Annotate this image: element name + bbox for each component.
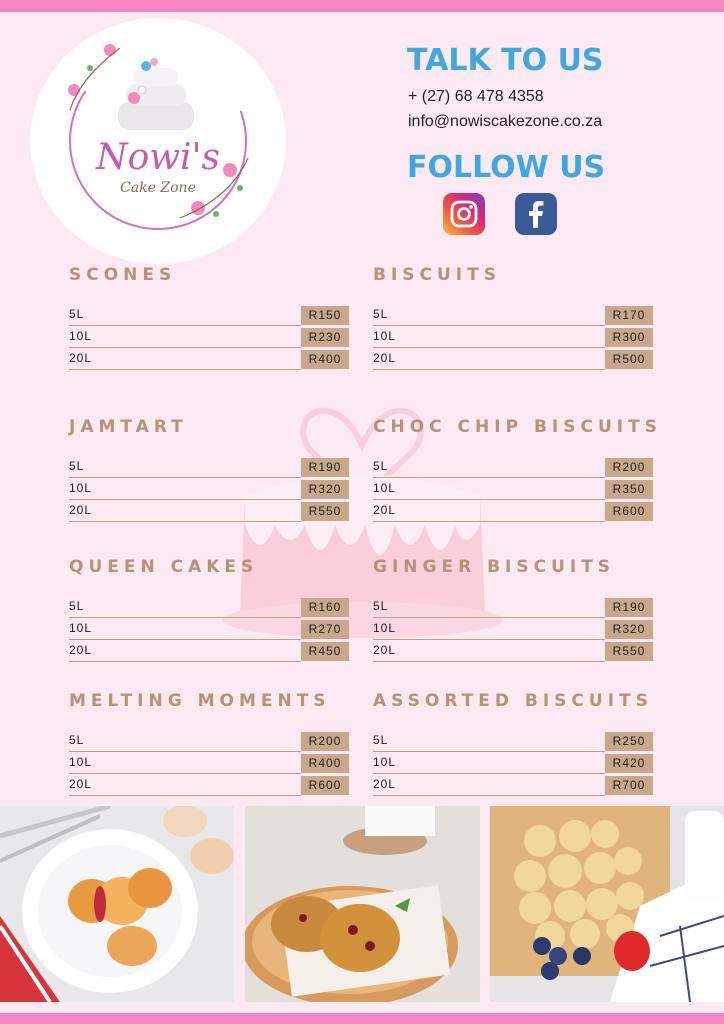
brand-name: Nowi's [96,137,220,178]
menu-item [69,730,354,752]
menu-item [373,500,658,522]
follow-us-heading: FOLLOW US [407,150,606,185]
price-tag: R600 [301,776,349,795]
brand-subtitle: Cake Zone [120,180,196,196]
price-tag: R250 [605,732,653,751]
section-title: JAMTART [69,417,188,437]
item-size: 10L [69,481,93,495]
facebook-icon[interactable] [515,193,557,235]
price-tag: R400 [301,754,349,773]
price-tag: R400 [301,350,349,369]
section-title: GINGER BISCUITS [373,557,616,577]
price-tag: R270 [301,620,349,639]
menu-item [373,618,658,640]
price-tag: R190 [301,458,349,477]
section-title: MELTING MOMENTS [69,691,331,711]
item-size: 10L [373,329,397,343]
menu-item [69,478,354,500]
item-size: 10L [373,481,397,495]
item-size: 20L [373,351,397,365]
item-size: 5L [373,307,389,321]
price-tag: R300 [605,328,653,347]
price-tag: R550 [301,502,349,521]
menu-section-assorted-biscuits [373,686,658,796]
item-size: 10L [69,755,93,769]
price-tag: R320 [301,480,349,499]
menu-item [69,596,354,618]
menu-item [69,640,354,662]
section-title: BISCUITS [373,265,501,285]
section-title: ASSORTED BISCUITS [373,691,653,711]
menu-section-choc-chip-biscuits [373,412,662,522]
price-tag: R200 [605,458,653,477]
menu-item [69,348,354,370]
biscuits-photo [490,806,724,1002]
price-tag: R700 [605,776,653,795]
instagram-icon[interactable] [443,193,485,235]
talk-to-us-heading: TALK TO US [407,43,604,78]
item-size: 5L [69,733,85,747]
item-size: 10L [373,621,397,635]
price-tag: R350 [605,480,653,499]
menu-item [373,326,658,348]
item-size: 20L [373,777,397,791]
menu-section-queen-cakes [69,552,354,662]
menu-item [373,478,658,500]
item-size: 20L [69,643,93,657]
menu-section-biscuits [373,260,658,370]
item-size: 5L [69,459,85,473]
item-size: 20L [373,643,397,657]
top-accent-bar [0,0,724,12]
price-tag: R200 [301,732,349,751]
section-title: QUEEN CAKES [69,557,259,577]
item-size: 10L [69,329,93,343]
menu-item [373,774,658,796]
menu-section-jamtart [69,412,354,522]
email-address[interactable]: info@nowiscakezone.co.za [408,113,603,130]
menu-item [373,640,658,662]
item-size: 5L [373,733,389,747]
item-size: 10L [373,755,397,769]
item-size: 20L [69,351,93,365]
scones-photo [0,806,234,1002]
section-title: CHOC CHIP BISCUITS [373,417,662,437]
jamtart-photo [245,806,480,1002]
phone-number[interactable]: + (27) 68 478 4358 [408,88,544,105]
item-size: 20L [69,503,93,517]
menu-item [373,596,658,618]
price-tag: R420 [605,754,653,773]
menu-item [373,730,658,752]
price-tag: R160 [301,598,349,617]
price-tag: R500 [605,350,653,369]
price-tag: R450 [301,642,349,661]
price-tag: R230 [301,328,349,347]
menu-item [69,456,354,478]
price-tag: R600 [605,502,653,521]
menu-item [373,456,658,478]
price-tag: R150 [301,306,349,325]
menu-item [69,500,354,522]
menu-item [69,774,354,796]
price-tag: R550 [605,642,653,661]
bottom-accent-bar [0,1013,724,1024]
price-tag: R320 [605,620,653,639]
menu-item [373,304,658,326]
price-tag: R190 [605,598,653,617]
item-size: 10L [69,621,93,635]
menu-item [69,304,354,326]
menu-section-ginger-biscuits [373,552,658,662]
menu-section-scones [69,260,354,370]
menu-item [373,348,658,370]
item-size: 5L [373,459,389,473]
menu-item [373,752,658,774]
price-tag: R170 [605,306,653,325]
item-size: 5L [373,599,389,613]
menu-item [69,326,354,348]
item-size: 20L [69,777,93,791]
section-title: SCONES [69,265,177,285]
item-size: 20L [373,503,397,517]
menu-section-melting-moments [69,686,354,796]
item-size: 5L [69,307,85,321]
menu-item [69,752,354,774]
item-size: 5L [69,599,85,613]
menu-item [69,618,354,640]
